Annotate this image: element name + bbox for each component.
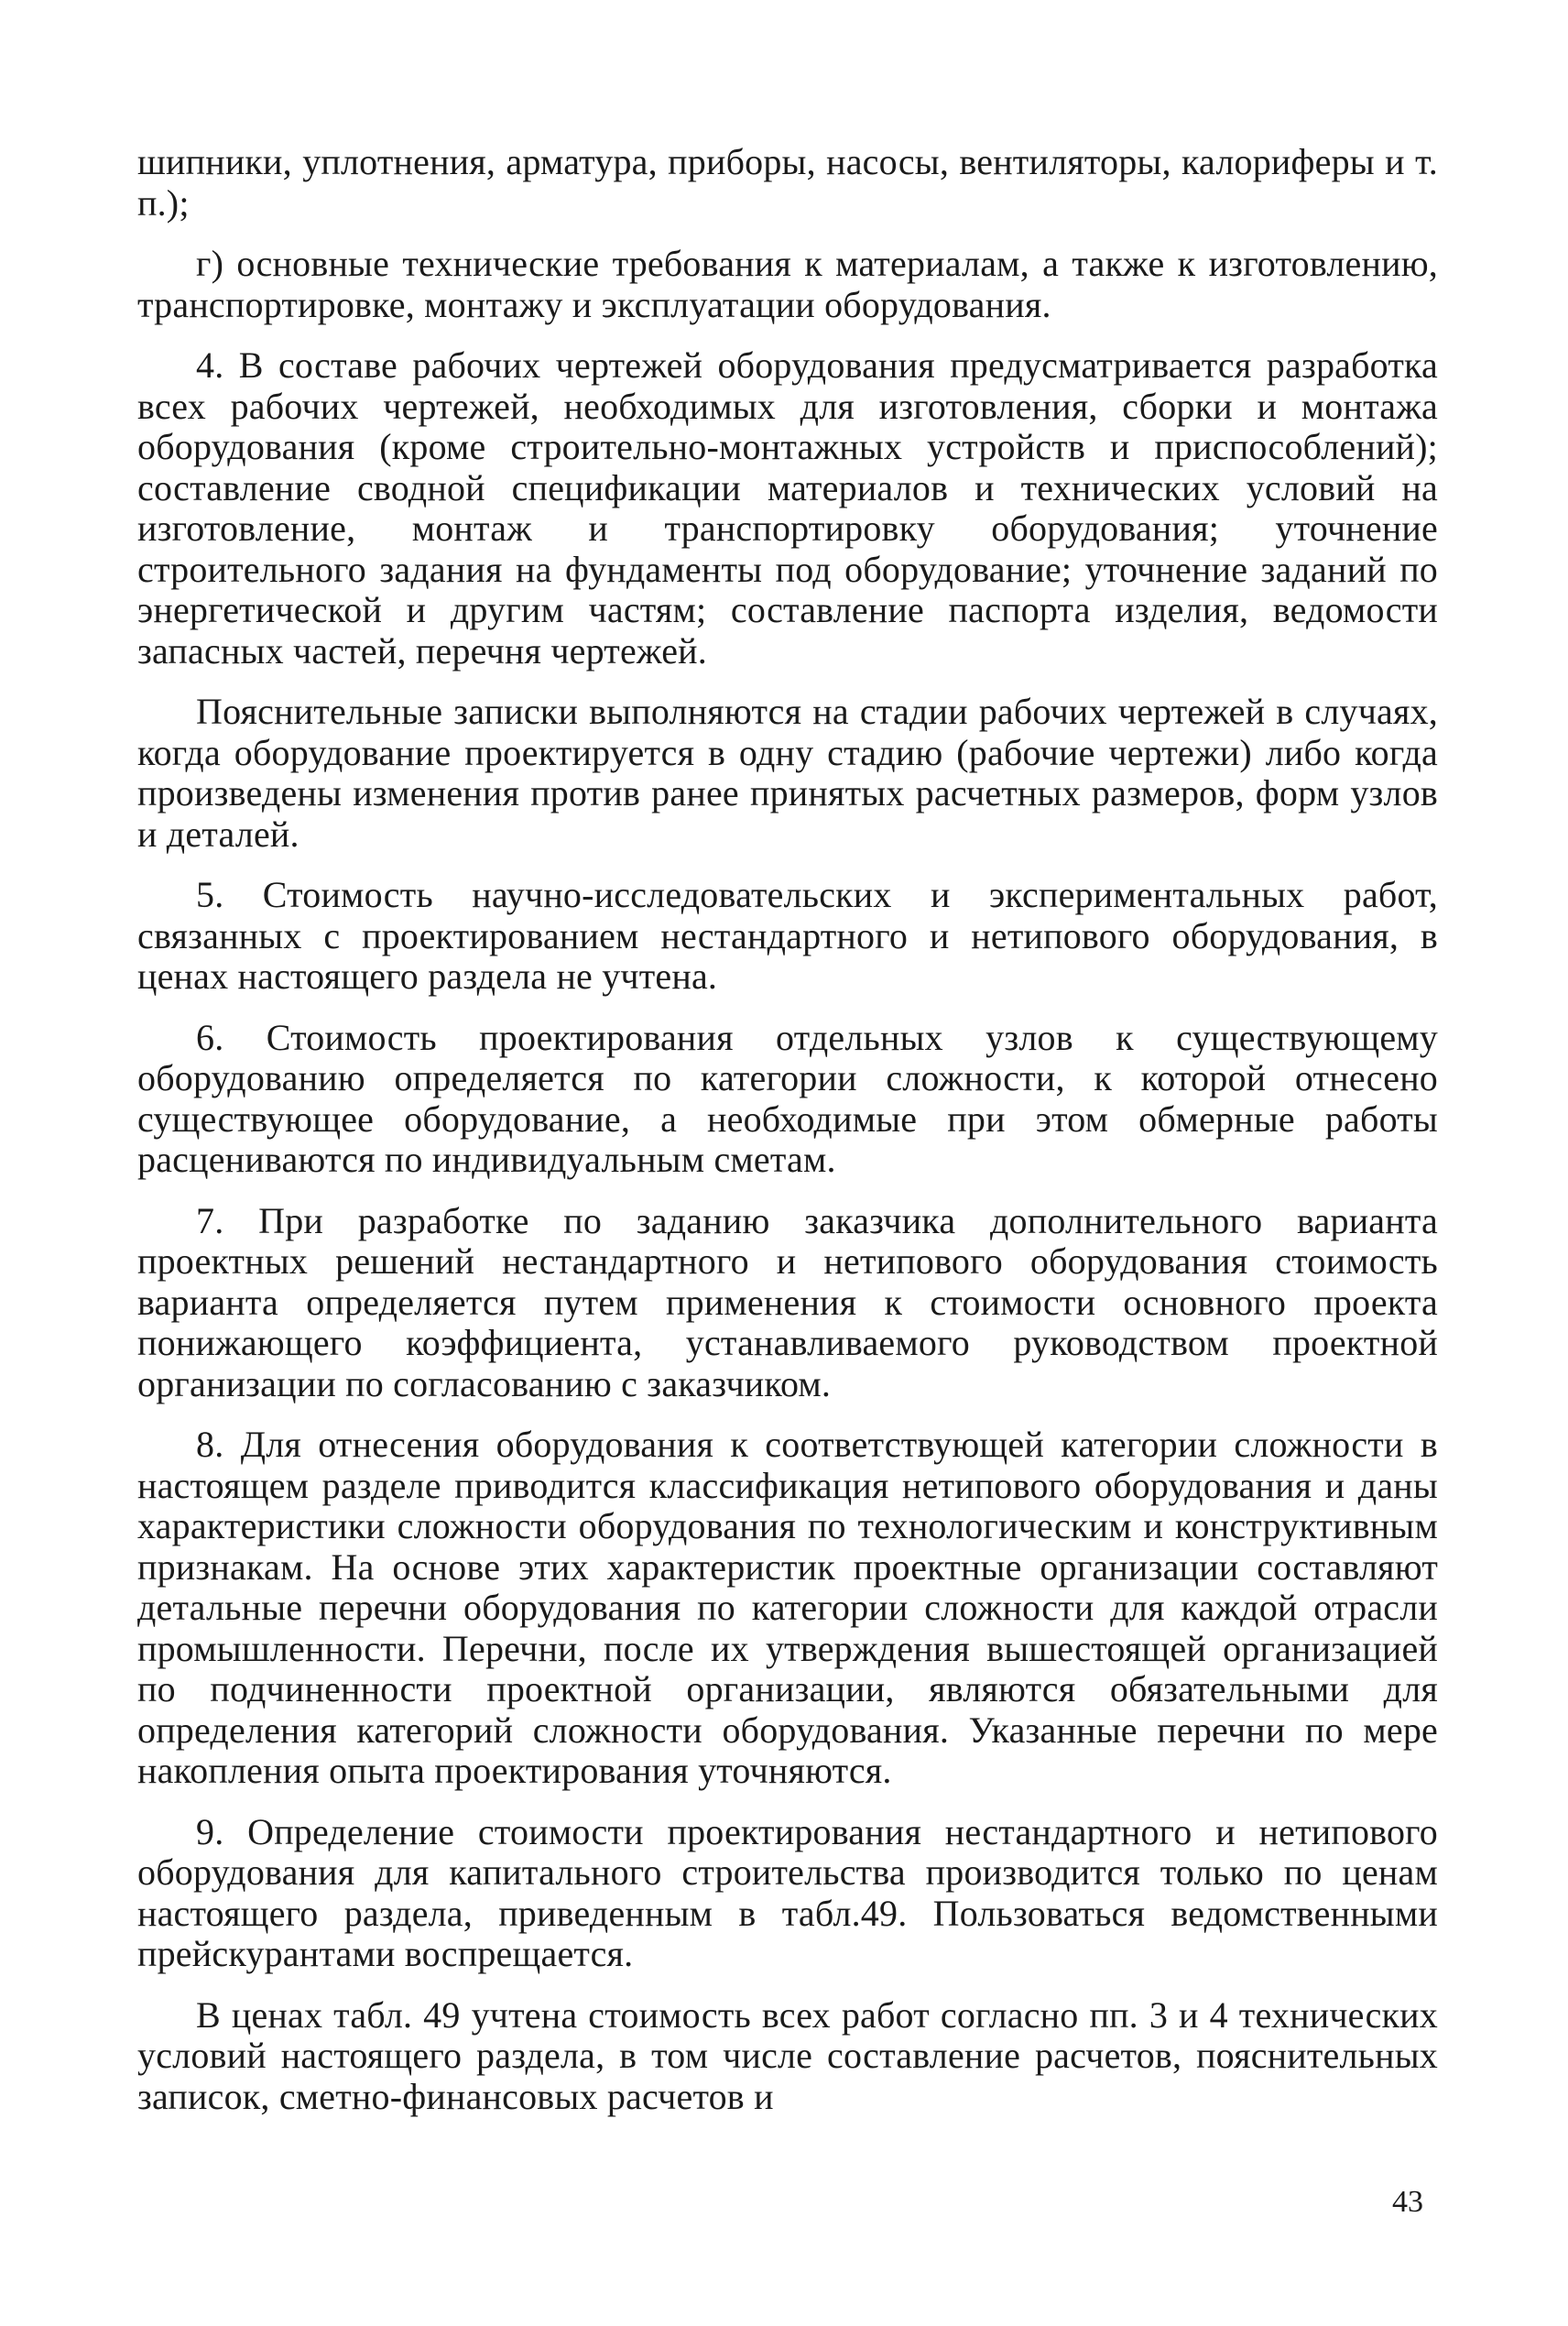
page-number: 43 [1392,2185,1423,2219]
paragraph-9: 9. Определение стоимости проектирования нестандартного и нетипового оборудования для капитального строительства производится только по ценам настоящего раздела, приведенным в табл.49. Пользоваться ведомственными прейскурантами воспрещается. [137,1810,1438,1974]
paragraph-item-g: г) основные технические требования к материалам, а также к изготовлению, транспортировке, монтажу и эксплуатации оборудования. [137,243,1438,325]
document-page [137,142,1438,2249]
paragraph-8: 8. Для отнесения оборудования к соответствующей категории сложности в настоящем разделе приводится классификация нетипового оборудования и даны характеристики сложности оборудования по технологическим и конструктивным признакам. На основе этих характеристик проектные организации составляют детальные перечни оборудования по категории сложности для каждой отрасли промышленности. Перечни, после их утверждения вышестоящей организацией по подчиненности проектной организации, являются обязательными для определения категорий сложности оборудования. Указанные перечни по мере накопления опыта проектирования уточняются. [137,1424,1438,1791]
paragraph-table-49-prices: В ценах табл. 49 учтена стоимость всех работ согласно пп. 3 и 4 технических условий настоящего раздела, в том числе составление расчетов, пояснительных записок, сметно-финансовых расчетов и [137,1993,1438,2117]
paragraph-7: 7. При разработке по заданию заказчика дополнительного варианта проектных решений нестандартного и нетипового оборудования стоимость варианта определяется путем применения к стоимости основного проекта понижающего коэффициента, устанавливаемого руководством проектной организации по согласованию с заказчиком. [137,1199,1438,1404]
paragraph-6: 6. Стоимость проектирования отдельных узлов к существующему оборудованию определяется по категории сложности, к которой отнесено существующее оборудование, а необходимые при этом обмерные работы расцениваются по индивидуальным сметам. [137,1016,1438,1180]
paragraph-5: 5. Стоимость научно-исследовательских и экспериментальных работ, связанных с проектированием нестандартного и нетипового оборудования, в ценах настоящего раздела не учтена. [137,874,1438,997]
paragraph-explanatory-notes: Пояснительные записки выполняются на стадии рабочих чертежей в случаях, когда оборудование проектируется в одну стадию (рабочие чертежи) либо когда произведены изменения против ранее принятых расчетных размеров, форм узлов и деталей. [137,691,1438,855]
paragraph-continued-list: шипники, уплотнения, арматура, приборы, насосы, вентиляторы, калориферы и т. п.); [137,141,1438,224]
paragraph-4: 4. В составе рабочих чертежей оборудования предусматривается разработка всех рабочих чертежей, необходимых для изготовления, сборки и монтажа оборудования (кроме строительно-монтажных устройств и приспособлений); составление сводной спецификации материалов и технических условий на изготовление, монтаж и транспортировку оборудования; уточнение строительного задания на фундаменты под оборудование; уточнение заданий по энергетической и другим частям; составление паспорта изделия, ведомости запасных частей, перечня чертежей. [137,344,1438,672]
